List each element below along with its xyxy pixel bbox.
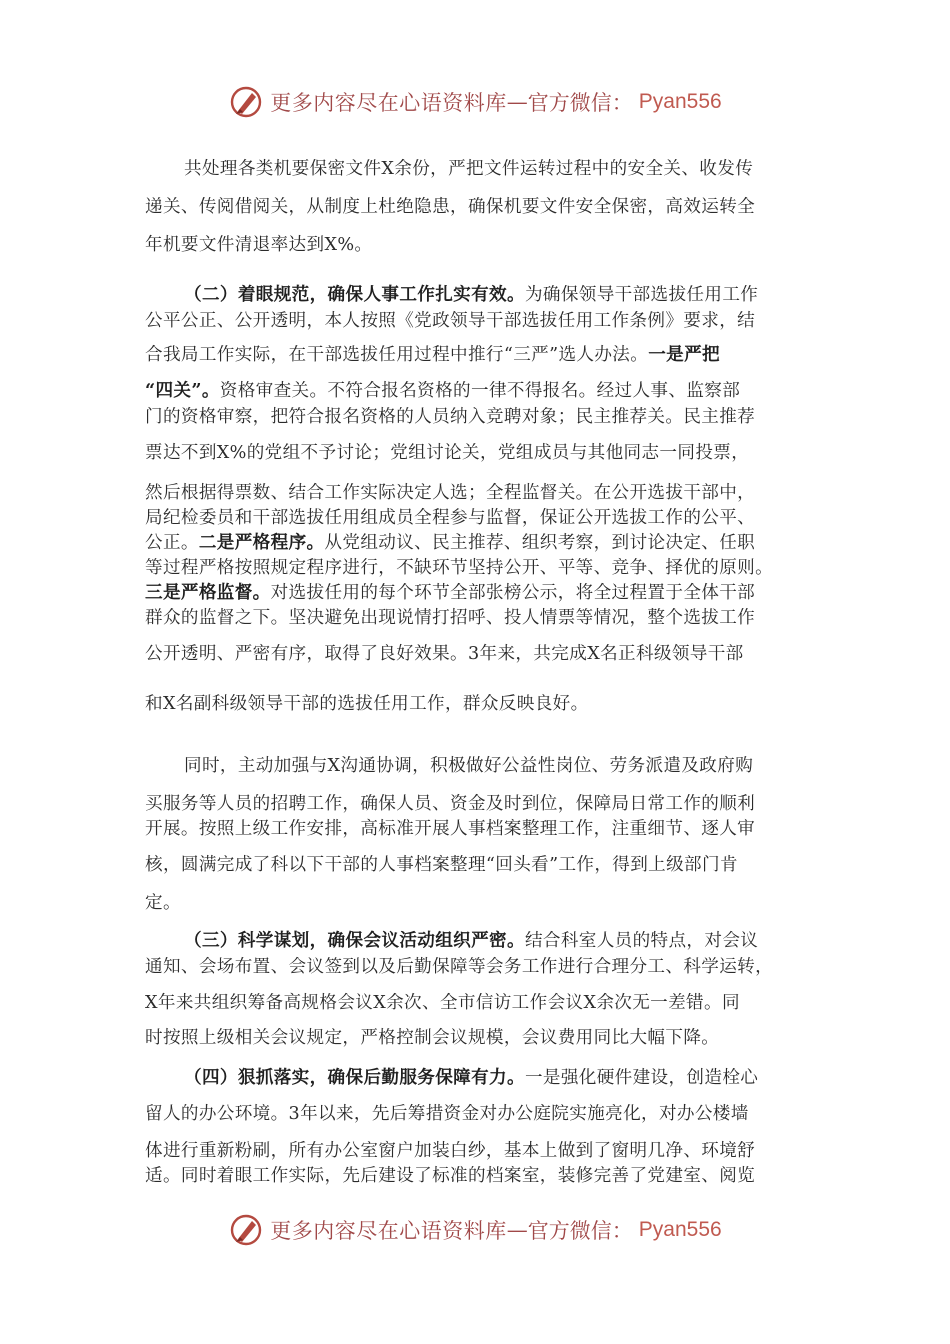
text-line: 共处理各类机要保密文件X余份，严把文件运转过程中的安全关、收发传 — [184, 159, 754, 179]
text-span: 从党组动议、民主推荐、组织考察，到讨论决定、任职 — [324, 533, 756, 553]
text-line: 开展。按照上级工作安排，高标准开展人事档案整理工作，注重细节、逐人审 — [145, 819, 756, 839]
watermark-site-text: 更多内容尽在心语资料库 — [270, 91, 507, 115]
text-line: 通知、会场布置、会议签到以及后勤保障等会务工作进行合理分工、科学运转， — [145, 957, 774, 977]
section-heading: （四）狠抓落实，确保后勤服务保障有力。 — [184, 1067, 525, 1088]
text-line: X年来共组织筹备高规格会议X余次、全市信访工作会议X余次无一差错。同 — [145, 993, 740, 1013]
text-line: 年机要文件清退率达到X%。 — [145, 235, 373, 255]
text-span: 为确保领导干部选拔任用工作 — [524, 285, 759, 305]
bold-lead: 三是严格监督。 — [145, 582, 271, 603]
text-line — [184, 929, 809, 953]
pen-nib-logo-icon — [228, 84, 264, 120]
text-line — [145, 379, 809, 403]
text-line — [145, 581, 809, 605]
text-line: 买服务等人员的招聘工作，确保人员、资金及时到位，保障局日常工作的顺利 — [145, 794, 756, 814]
text-span: 合我局工作实际，在干部选拔任用过程中推行“三严”选人办法。 — [145, 345, 649, 365]
text-line: 公平公正、公开透明，本人按照《党政领导干部选拔任用工作条例》要求，结 — [145, 311, 756, 331]
text-line: 定。 — [145, 893, 181, 913]
bold-lead: 二是严格程序。 — [198, 532, 325, 553]
section-heading: （三）科学谋划，确保会议活动组织严密。 — [184, 930, 525, 951]
bold-lead: 一是严把 — [648, 344, 720, 365]
text-line: 公开透明、严密有序，取得了良好效果。3年来，共完成X名正科级领导干部 — [145, 644, 744, 664]
text-line — [184, 1066, 809, 1090]
text-line: 然后根据得票数、结合工作实际决定人选；全程监督关。在公开选拔干部中， — [145, 483, 756, 503]
text-line — [145, 343, 809, 367]
text-line: 局纪检委员和干部选拔任用组成员全程参与监督，保证公开选拔工作的公平、 — [145, 508, 756, 528]
bold-lead: “四关”。 — [145, 380, 220, 401]
text-line: 适。同时着眼工作实际，先后建设了标准的档案室，装修完善了党建室、阅览 — [145, 1166, 756, 1186]
text-line — [145, 531, 809, 555]
text-line: 递关、传阅借阅关，从制度上杜绝隐患，确保机要文件安全保密，高效运转全 — [145, 197, 756, 217]
text-line: 同时，主动加强与X沟通协调，积极做好公益性岗位、劳务派遣及政府购 — [184, 756, 754, 776]
text-line: 时按照上级相关会议规定，严格控制会议规模，会议费用同比大幅下降。 — [145, 1028, 720, 1048]
section-heading: （二）着眼规范，确保人事工作扎实有效。 — [184, 284, 525, 305]
text-line: 核，圆满完成了科以下干部的人事档案整理“回头看”工作，得到上级部门肯 — [145, 855, 738, 875]
text-line: 等过程严格按照规定程序进行，不缺环节坚持公开、平等、竞争、择优的原则。 — [145, 558, 774, 578]
text-span: 一是强化硬件建设，创造栓心 — [524, 1068, 759, 1088]
text-line: 门的资格审察，把符合报名资格的人员纳入竞聘对象；民主推荐关。民主推荐 — [145, 407, 756, 427]
text-line: 票达不到X%的党组不予讨论；党组讨论关，党组成员与其他同志一同投票， — [145, 443, 750, 463]
watermark-separator: — — [506, 90, 528, 114]
text-line — [184, 283, 809, 307]
watermark-separator: — — [506, 1218, 528, 1242]
watermark-wechat-id: Pyan556 — [638, 90, 722, 113]
text-line: 体进行重新粉刷，所有办公室窗户加装白纱，基本上做到了窗明几净、环境舒 — [145, 1141, 756, 1161]
watermark-wechat-label: 官方微信： — [527, 91, 633, 115]
text-span: 对选拔任用的每个环节全部张榜公示，将全过程置于全体干部 — [270, 583, 756, 603]
text-line: 和X名副科级领导干部的选拔任用工作，群众反映良好。 — [145, 694, 589, 714]
text-line: 留人的办公环境。3年以来，先后筹措资金对办公庭院实施亮化，对办公楼墙 — [145, 1104, 749, 1124]
header-watermark — [0, 82, 950, 122]
text-span: 资格审查关。不符合报名资格的一律不得报名。经过人事、监察部 — [219, 381, 741, 401]
pen-nib-logo-icon — [228, 1212, 264, 1248]
watermark-site-text: 更多内容尽在心语资料库 — [270, 1219, 507, 1243]
watermark-wechat-label: 官方微信： — [527, 1219, 633, 1243]
text-span: 公正。 — [145, 533, 199, 553]
footer-watermark — [0, 1210, 950, 1250]
text-line: 群众的监督之下。坚决避免出现说情打招呼、投人情票等情况，整个选拔工作 — [145, 608, 756, 628]
watermark-wechat-id: Pyan556 — [638, 1218, 722, 1241]
text-span: 结合科室人员的特点，对会议 — [524, 931, 759, 951]
